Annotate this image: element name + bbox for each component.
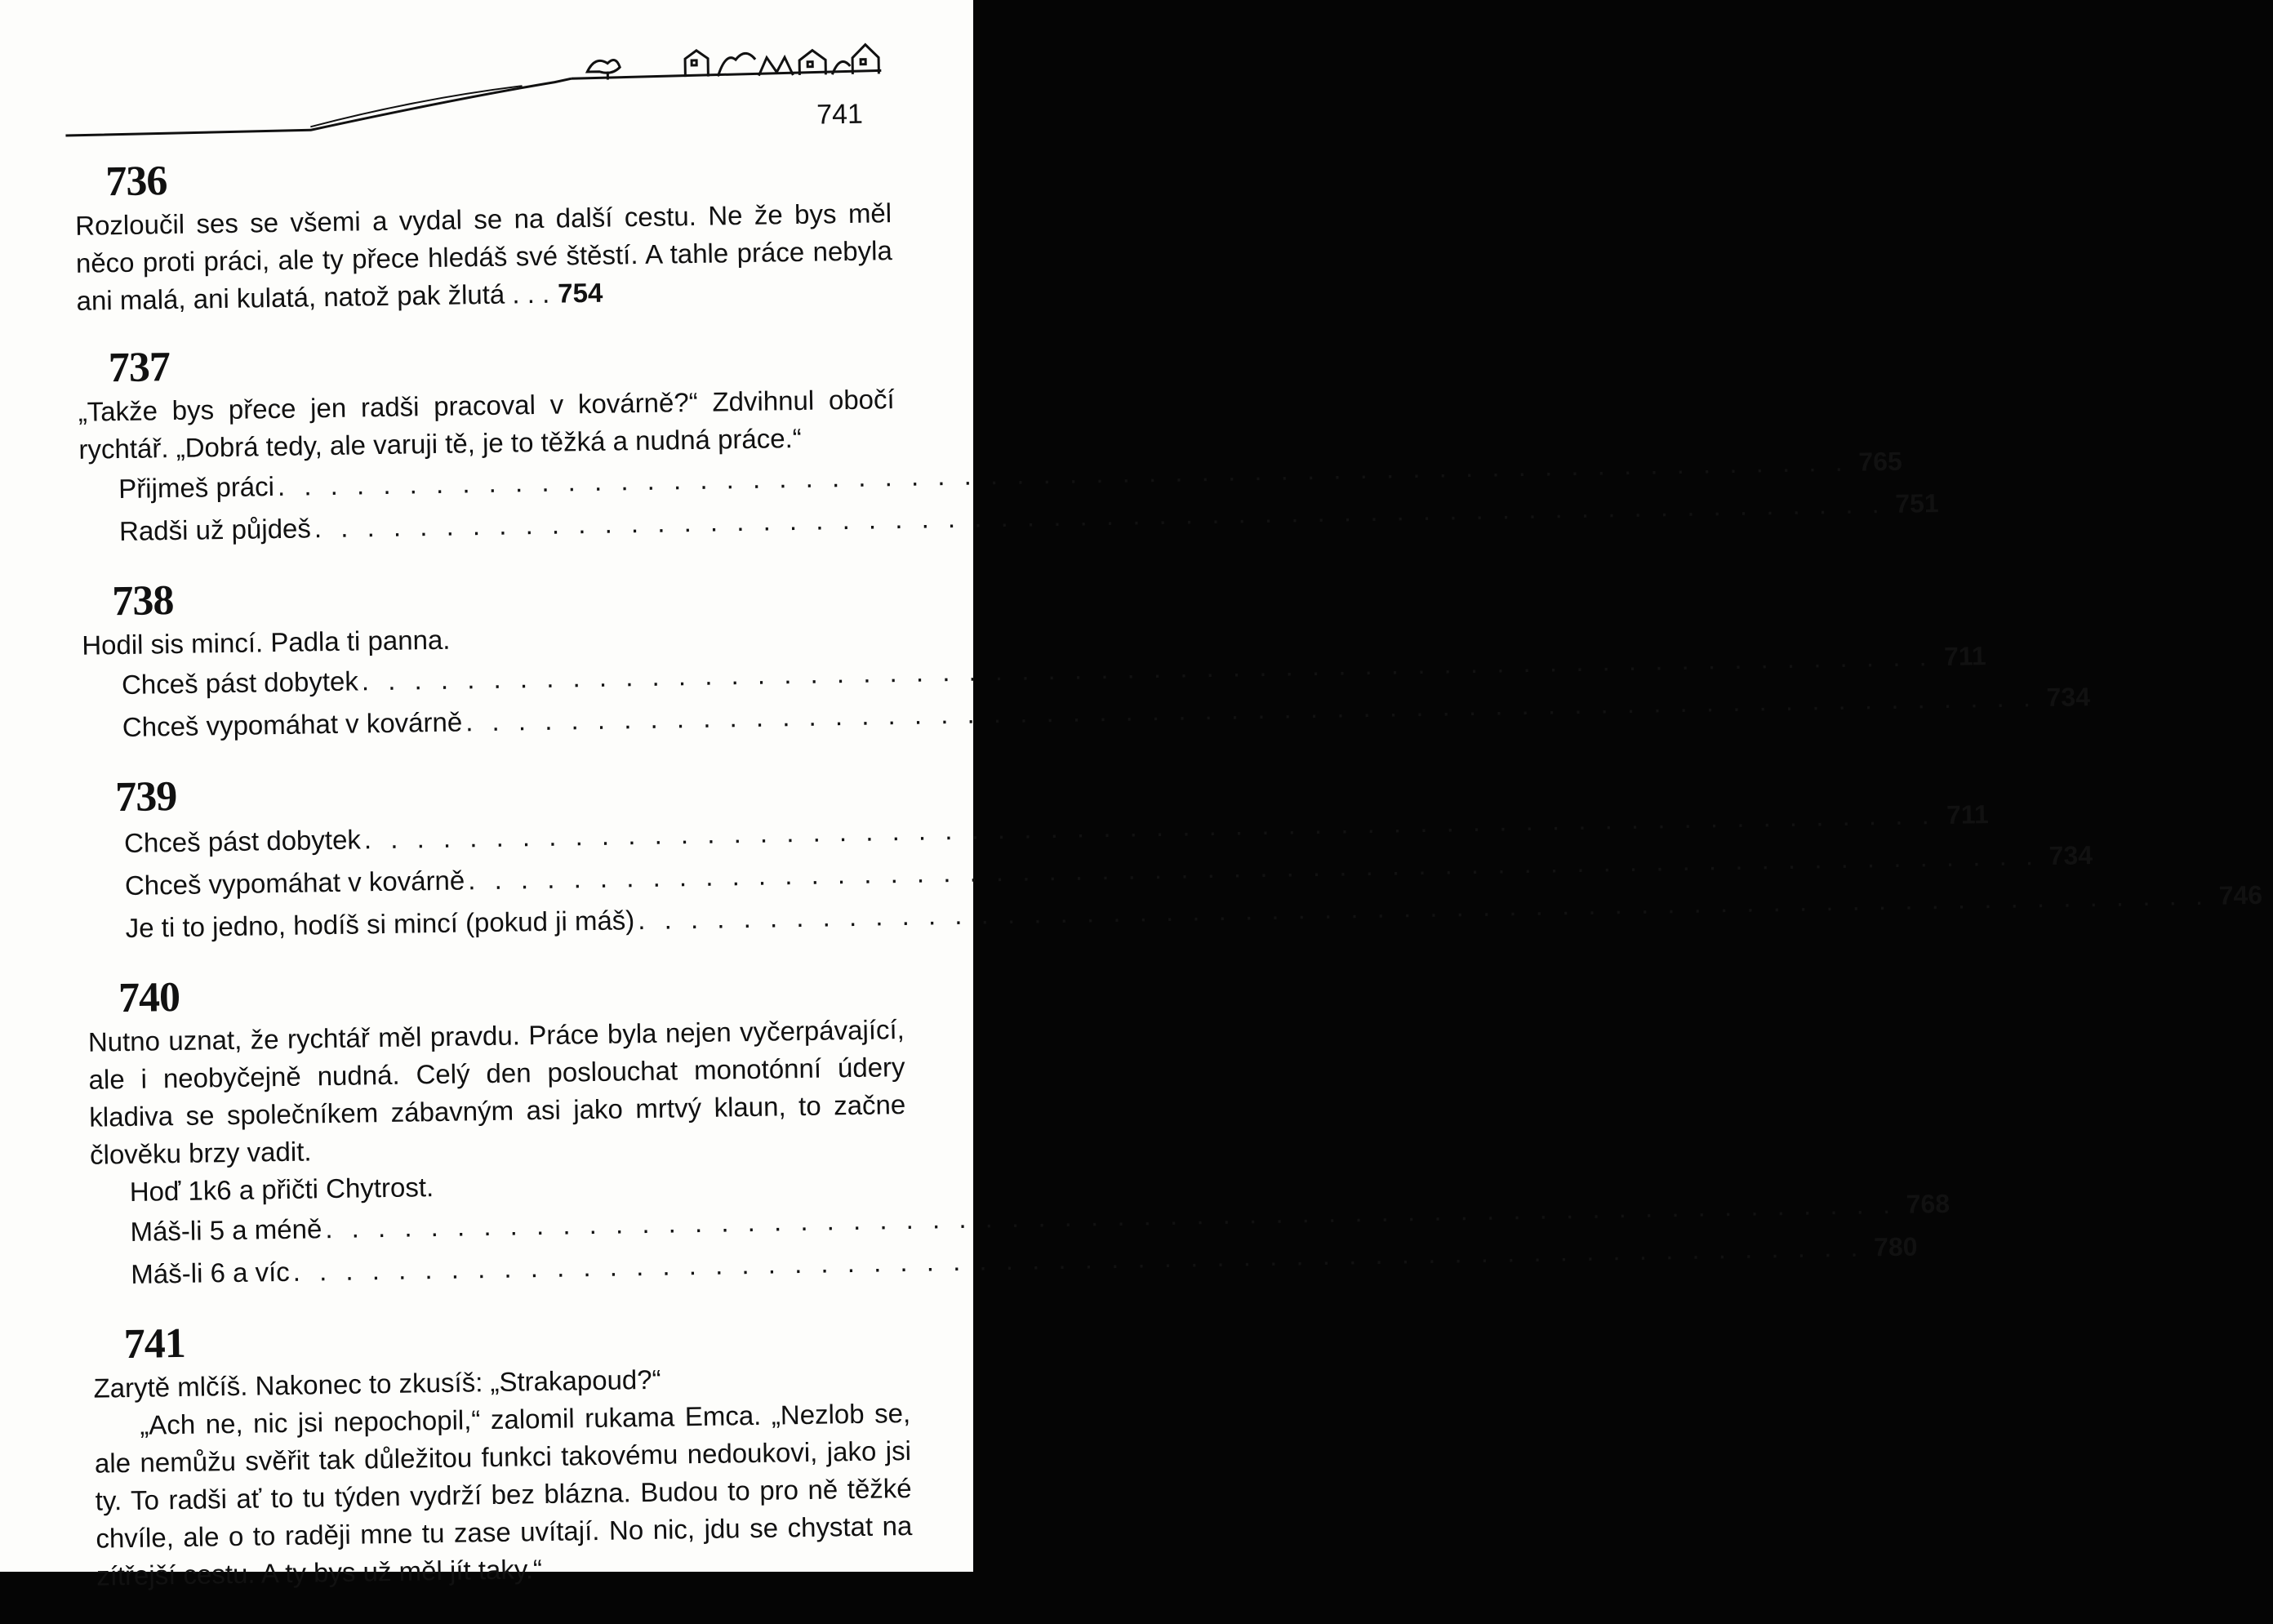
- section-741: [92, 1311, 913, 1595]
- section-text-continued: „Ach ne, nic jsi nepochopil,“ zalomil rukama Emca. „Nezlob se, ale nemůžu svěřit tak důležitou funkci takovému nedoukovi, jako jsi ty. To radši ať to tu týden vydrží bez blázna. Budou to pro ně těžké chvíle, ale o to raději mne tu zase uvítají. No nic, jdu se chystat na zítřejší cestu. A ty bys už měl jít taky.“: [94, 1397, 913, 1591]
- section-736: [74, 149, 893, 320]
- section-740: [87, 965, 1951, 1297]
- choice-target[interactable]: 711: [1943, 641, 1986, 671]
- section-number: 741: [123, 1319, 186, 1368]
- gamebook-sections: [74, 149, 2263, 1622]
- page-number: 741: [816, 98, 864, 131]
- choice-label: Chceš vypomáhat v kovárně: [124, 865, 465, 901]
- choice-label: Je ti to jedno, hodíš si mincí (pokud ji máš): [125, 905, 635, 943]
- choice-label: Přijmeš práci: [118, 471, 275, 505]
- section-text: „Takže bys přece jen radši pracoval v kovárně?“ Zdvihnul obočí rychtář. „Dobrá tedy, ale varuji tě, je to těžká a nudná práce.“: [78, 384, 895, 465]
- header-landscape-illustration: [64, 26, 907, 145]
- section-text: [75, 194, 893, 320]
- choice-target[interactable]: 734: [2048, 840, 2093, 870]
- choice-target[interactable]: 768: [1906, 1188, 1951, 1219]
- choice-target[interactable]: 751: [1894, 488, 1939, 518]
- section-737: [78, 335, 1939, 554]
- hill-line: [65, 78, 572, 136]
- dice-instruction: Hoď 1k6 a přičti Chytrost.: [129, 1172, 434, 1207]
- choice-target[interactable]: 746: [2218, 879, 2263, 910]
- section-text: Zarytě mlčíš. Nakonec to zkusíš: „Strakapoud?“: [93, 1364, 661, 1404]
- choice-label: Chceš pást dobytek: [123, 824, 362, 859]
- choice-label: Máš-li 5 a méně: [130, 1213, 322, 1247]
- section-text: Nutno uznat, že rychtář měl pravdu. Práce byla nejen vyčerpávající, ale i neobyčejně nudná. Celý den poslouchat monotónní údery kladiva se společníkem zábavným asi jako mrtvý klaun, to začne člověku brzy vadit.: [87, 1014, 906, 1170]
- section-text: Hodil sis mincí. Padla ti panna.: [81, 624, 451, 661]
- choice-label: Chceš pást dobytek: [121, 665, 359, 701]
- choice-label: Máš-li 6 a víc: [131, 1256, 291, 1289]
- choice-target[interactable]: 711: [1946, 799, 1989, 830]
- choice-target[interactable]: 765: [1858, 446, 1903, 477]
- section-739: [84, 764, 2263, 950]
- section-number: 739: [114, 772, 177, 821]
- choice-target[interactable]: 780: [1873, 1231, 1918, 1262]
- section-738: [81, 568, 2091, 750]
- section-number: 736: [105, 158, 167, 206]
- section-link-target[interactable]: 754: [557, 277, 603, 309]
- choice-label: Chceš vypomáhat v kovárně: [122, 706, 463, 743]
- section-text-body: Rozloučil ses se všemi a vydal se na další cestu. Ne že bys měl něco proti práci, ale ty přece hledáš své štěstí. A tahle práce nebyla ani malá, ani kulatá, natož pak žlutá . . .: [74, 198, 893, 316]
- section-number: 740: [118, 973, 180, 1022]
- choice-target[interactable]: 734: [2046, 682, 2091, 712]
- choice-label: Radši už půjdeš: [118, 513, 312, 547]
- hill-line-inner: [310, 86, 523, 127]
- section-number: 737: [108, 344, 171, 392]
- section-number: 738: [111, 577, 174, 625]
